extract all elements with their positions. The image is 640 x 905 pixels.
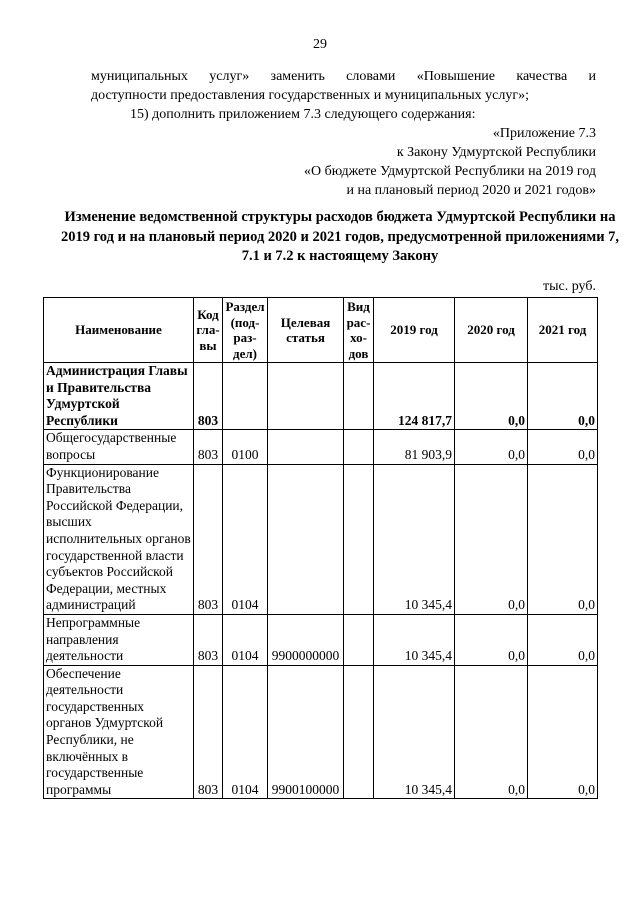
cell-code: 803 — [194, 464, 223, 614]
appendix-line: «Приложение 7.3 — [492, 126, 596, 141]
cell-y2020: 0,0 — [455, 614, 528, 665]
header-2019: 2019 год — [374, 298, 455, 363]
cell-section: 0104 — [223, 614, 268, 665]
cell-code: 803 — [194, 614, 223, 665]
cell-target — [268, 363, 344, 430]
document-title: Изменение ведомственной структуры расходов бюджета Удмуртской Республики на 2019 год и на плановый период 2020 и 2021 годов, предусмотренной приложениями 7, 7.1 и 7.2 к настоящему Закону — [60, 209, 620, 264]
cell-name: Функционирование Правительства Российской Федерации, высших исполнительных органов государственной власти субъектов Российской Федерации, местных администраций — [44, 464, 194, 614]
table-row — [44, 430, 598, 464]
cell-type — [344, 464, 374, 614]
cell-y2021: 0,0 — [528, 430, 598, 464]
cell-type — [344, 430, 374, 464]
cell-y2020: 0,0 — [455, 430, 528, 464]
header-type: Вид рас-хо-дов — [344, 298, 374, 363]
cell-code: 803 — [194, 430, 223, 464]
table-row — [44, 363, 598, 430]
cell-y2020: 0,0 — [455, 363, 528, 430]
cell-y2019: 10 345,4 — [374, 614, 455, 665]
cell-section: 0104 — [223, 464, 268, 614]
cell-code: 803 — [194, 665, 223, 799]
cell-section: 0104 — [223, 665, 268, 799]
paragraph-line: доступности предоставления государственных и муниципальных услуг»; — [91, 88, 529, 103]
table-row — [44, 614, 598, 665]
cell-y2019: 10 345,4 — [374, 665, 455, 799]
cell-name: Обеспечение деятельности государственных органов Удмуртской Республики, не включённых в государственные программы — [44, 665, 194, 799]
cell-section: 0100 — [223, 430, 268, 464]
cell-y2020: 0,0 — [455, 665, 528, 799]
header-section: Раздел (под-раз-дел) — [223, 298, 268, 363]
cell-target — [268, 430, 344, 464]
table-row — [44, 665, 598, 799]
cell-name: Общегосударственные вопросы — [44, 430, 194, 464]
header-code: Код гла-вы — [194, 298, 223, 363]
table-row — [44, 464, 598, 614]
appendix-line: и на плановый период 2020 и 2021 годов» — [346, 183, 596, 198]
cell-name: Непрограммные направления деятельности — [44, 614, 194, 665]
cell-y2019: 10 345,4 — [374, 464, 455, 614]
cell-target: 9900000000 — [268, 614, 344, 665]
cell-y2021: 0,0 — [528, 464, 598, 614]
cell-name: Администрация Главы и Правительства Удмуртской Республики — [44, 363, 194, 430]
cell-type — [344, 363, 374, 430]
table-header-row — [44, 298, 598, 363]
cell-y2019: 124 817,7 — [374, 363, 455, 430]
paragraph-line: муниципальных услуг» заменить словами «Повышение качества и — [91, 69, 596, 84]
cell-target — [268, 464, 344, 614]
cell-y2020: 0,0 — [455, 464, 528, 614]
cell-code: 803 — [194, 363, 223, 430]
cell-y2021: 0,0 — [528, 614, 598, 665]
header-target: Целевая статья — [268, 298, 344, 363]
cell-y2021: 0,0 — [528, 665, 598, 799]
header-2021: 2021 год — [528, 298, 598, 363]
cell-type — [344, 614, 374, 665]
header-2020: 2020 год — [455, 298, 528, 363]
appendix-line: к Закону Удмуртской Республики — [396, 145, 596, 160]
cell-target: 9900100000 — [268, 665, 344, 799]
budget-table — [43, 297, 598, 799]
cell-section — [223, 363, 268, 430]
unit-label: тыс. руб. — [543, 279, 596, 294]
cell-type — [344, 665, 374, 799]
appendix-line: «О бюджете Удмуртской Республики на 2019 год — [303, 164, 596, 179]
page-number: 29 — [313, 37, 327, 52]
paragraph-item-15: 15) дополнить приложением 7.3 следующего содержания: — [130, 107, 476, 122]
cell-y2021: 0,0 — [528, 363, 598, 430]
cell-y2019: 81 903,9 — [374, 430, 455, 464]
header-name: Наименование — [44, 298, 194, 363]
